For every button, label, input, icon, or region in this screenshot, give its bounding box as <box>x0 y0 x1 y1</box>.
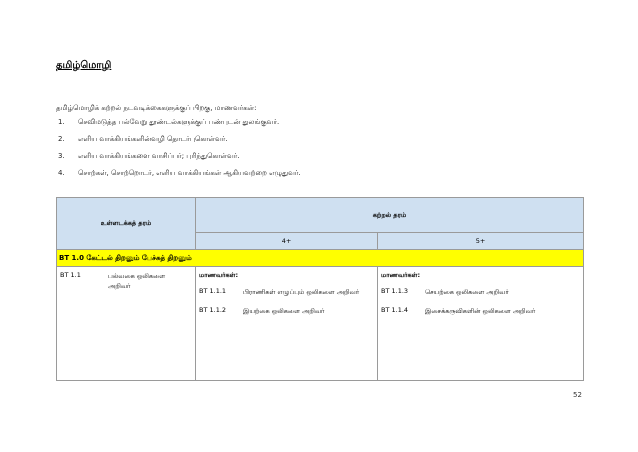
learning-standard-item <box>381 306 579 316</box>
learning-standard-item <box>381 287 579 297</box>
item-number: 3. <box>58 152 65 160</box>
item-text: எளிய வாக்கியங்களின்வழி தொடர்புகொள்வர். <box>78 135 228 143</box>
item-text: செவிமடுத்த பல்வேறு தூண்டல்களுக்குப் பண்புடன் துலங்குவர். <box>78 118 280 126</box>
standard-text: பல்வகை ஒலிகளை அறிவர் <box>108 272 166 290</box>
list-item <box>56 152 301 169</box>
age-5-cell <box>378 267 584 381</box>
learning-code: BT 1.1.4 <box>381 306 409 314</box>
item-text: சொற்கள், சொற்றொடர், எளிய வாக்கியங்கள் ஆகியவற்றை எழுதுவர். <box>78 169 301 177</box>
students-label: மாணவர்கள்: <box>381 271 421 279</box>
age-4-header: 4+ <box>196 233 378 250</box>
item-text: எளிய வாக்கியங்களை வாசிப்பர்; புரிந்துகொள்வர். <box>78 152 240 160</box>
age-4-cell <box>196 267 378 381</box>
section-header: BT 1.0 கேட்டல் திறனும் பேச்சுத் திறனும் <box>57 250 584 267</box>
content-standard-header: உள்ளடக்கத் தரம் <box>57 198 196 250</box>
page-number: 52 <box>573 391 582 399</box>
intro-text: தமிழ்மொழிக் கற்றல் நடவடிக்கைகளுக்குப் பிறகு, மாணவர்கள்: <box>56 104 257 112</box>
learning-text: பிராணிகள் எழுப்பும் ஒலிகளை அறிவர் <box>243 288 360 296</box>
curriculum-table <box>56 197 584 381</box>
page-title: தமிழ்மொழி <box>56 60 112 71</box>
objectives-list <box>56 118 301 186</box>
item-number: 2. <box>58 135 65 143</box>
learning-text: இயற்கை ஒலிகளை அறிவர் <box>243 307 325 315</box>
learning-code: BT 1.1.1 <box>199 287 227 295</box>
item-number: 1. <box>58 118 65 126</box>
list-item <box>56 118 301 135</box>
age-5-header: 5+ <box>378 233 584 250</box>
content-standard-cell <box>57 267 196 381</box>
learning-text: செயற்கை ஒலிகளை அறிவர் <box>425 288 509 296</box>
learning-standard-item <box>199 306 373 316</box>
learning-text: இசைக்கருவிகளின் ஒலிகளை அறிவர் <box>425 307 536 315</box>
list-item <box>56 169 301 186</box>
item-number: 4. <box>58 169 65 177</box>
learning-standard-header: கற்றல் தரம் <box>196 198 584 233</box>
standard-code: BT 1.1 <box>60 271 81 279</box>
learning-standard-item <box>199 287 373 297</box>
students-label: மாணவர்கள்: <box>199 271 239 279</box>
learning-code: BT 1.1.3 <box>381 287 409 295</box>
learning-code: BT 1.1.2 <box>199 306 227 314</box>
list-item <box>56 135 301 152</box>
